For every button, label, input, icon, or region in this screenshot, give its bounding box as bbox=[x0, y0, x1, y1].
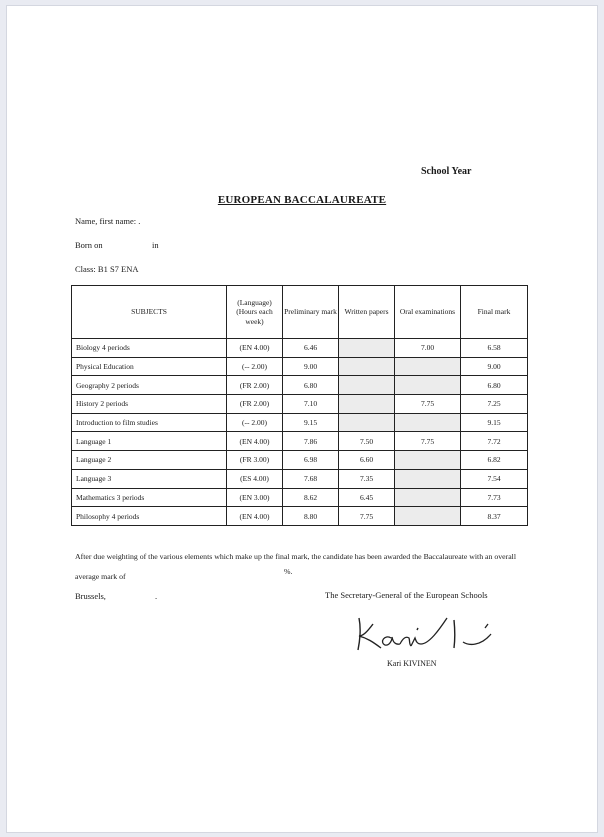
cell-written: 7.75 bbox=[339, 507, 395, 526]
marks-table bbox=[71, 285, 528, 526]
table-row bbox=[72, 432, 528, 451]
cell-language: (EN 4.00) bbox=[227, 339, 283, 358]
cell-oral: 7.75 bbox=[395, 432, 461, 451]
table-row bbox=[72, 339, 528, 358]
brussels-date-dot: . bbox=[155, 591, 158, 601]
cell-subject: Geography 2 periods bbox=[72, 376, 227, 395]
cell-oral bbox=[395, 357, 461, 376]
cell-language: (FR 3.00) bbox=[227, 451, 283, 470]
cell-final: 7.54 bbox=[461, 469, 528, 488]
cell-subject: Biology 4 periods bbox=[72, 339, 227, 358]
cell-subject: Language 1 bbox=[72, 432, 227, 451]
cell-final: 6.58 bbox=[461, 339, 528, 358]
class-field: Class: B1 S7 ENA bbox=[75, 264, 139, 274]
cell-subject: Physical Education bbox=[72, 357, 227, 376]
name-field: Name, first name: . bbox=[75, 216, 141, 226]
cell-language: (EN 4.00) bbox=[227, 507, 283, 526]
cell-preliminary: 7.68 bbox=[283, 469, 339, 488]
cell-preliminary: 8.62 bbox=[283, 488, 339, 507]
document-page bbox=[6, 5, 598, 833]
weighting-statement: After due weighting of the various elements which make up the final mark, the candidate has been awarded the Baccalaureate with an overall average mark of bbox=[75, 552, 516, 581]
header-oral: Oral examinations bbox=[395, 286, 461, 339]
cell-oral bbox=[395, 507, 461, 526]
cell-preliminary: 8.80 bbox=[283, 507, 339, 526]
cell-written bbox=[339, 357, 395, 376]
cell-preliminary: 6.98 bbox=[283, 451, 339, 470]
born-on-field: Born on bbox=[75, 240, 103, 250]
cell-language: (EN 4.00) bbox=[227, 432, 283, 451]
cell-written: 6.60 bbox=[339, 451, 395, 470]
table-row bbox=[72, 469, 528, 488]
cell-final: 6.80 bbox=[461, 376, 528, 395]
cell-subject: Language 2 bbox=[72, 451, 227, 470]
cell-oral bbox=[395, 451, 461, 470]
cell-written bbox=[339, 413, 395, 432]
cell-oral bbox=[395, 488, 461, 507]
table-row bbox=[72, 488, 528, 507]
table-row bbox=[72, 451, 528, 470]
header-language-hours: (Language) (Hours each week) bbox=[227, 286, 283, 339]
cell-language: (FR 2.00) bbox=[227, 395, 283, 414]
cell-language: (EN 3.00) bbox=[227, 488, 283, 507]
cell-language: (-- 2.00) bbox=[227, 413, 283, 432]
cell-preliminary: 9.15 bbox=[283, 413, 339, 432]
table-row bbox=[72, 357, 528, 376]
cell-final: 9.00 bbox=[461, 357, 528, 376]
header-written: Written papers bbox=[339, 286, 395, 339]
table-header-row bbox=[72, 286, 528, 339]
cell-final: 9.15 bbox=[461, 413, 528, 432]
handwritten-signature bbox=[351, 612, 511, 663]
cell-language: (ES 4.00) bbox=[227, 469, 283, 488]
cell-preliminary: 6.80 bbox=[283, 376, 339, 395]
cell-oral bbox=[395, 376, 461, 395]
cell-written bbox=[339, 376, 395, 395]
brussels-label: Brussels, bbox=[75, 591, 106, 601]
cell-final: 8.37 bbox=[461, 507, 528, 526]
cell-final: 7.72 bbox=[461, 432, 528, 451]
cell-written: 7.50 bbox=[339, 432, 395, 451]
cell-written: 7.35 bbox=[339, 469, 395, 488]
table-row bbox=[72, 507, 528, 526]
cell-oral: 7.75 bbox=[395, 395, 461, 414]
cell-oral bbox=[395, 469, 461, 488]
secretary-general-title: The Secretary-General of the European Schools bbox=[325, 590, 488, 600]
cell-subject: Philosophy 4 periods bbox=[72, 507, 227, 526]
cell-oral: 7.00 bbox=[395, 339, 461, 358]
cell-written bbox=[339, 339, 395, 358]
cell-written bbox=[339, 395, 395, 414]
cell-subject: Mathematics 3 periods bbox=[72, 488, 227, 507]
cell-preliminary: 7.10 bbox=[283, 395, 339, 414]
cell-language: (-- 2.00) bbox=[227, 357, 283, 376]
signer-name: Kari KIVINEN bbox=[387, 659, 437, 668]
cell-preliminary: 9.00 bbox=[283, 357, 339, 376]
cell-subject: Language 3 bbox=[72, 469, 227, 488]
cell-written: 6.45 bbox=[339, 488, 395, 507]
header-preliminary: Preliminary mark bbox=[283, 286, 339, 339]
cell-final: 7.25 bbox=[461, 395, 528, 414]
table-row bbox=[72, 413, 528, 432]
cell-subject: Introduction to film studies bbox=[72, 413, 227, 432]
table-row bbox=[72, 376, 528, 395]
cell-oral bbox=[395, 413, 461, 432]
header-final: Final mark bbox=[461, 286, 528, 339]
header-subjects: SUBJECTS bbox=[72, 286, 227, 339]
percent-sign: %. bbox=[284, 567, 293, 576]
cell-preliminary: 7.86 bbox=[283, 432, 339, 451]
table-row bbox=[72, 395, 528, 414]
cell-language: (FR 2.00) bbox=[227, 376, 283, 395]
born-in-field: in bbox=[152, 240, 159, 250]
cell-final: 7.73 bbox=[461, 488, 528, 507]
cell-subject: History 2 periods bbox=[72, 395, 227, 414]
cell-final: 6.82 bbox=[461, 451, 528, 470]
cell-preliminary: 6.46 bbox=[283, 339, 339, 358]
school-year-label: School Year bbox=[421, 166, 472, 177]
document-title: EUROPEAN BACCALAUREATE bbox=[217, 194, 387, 206]
